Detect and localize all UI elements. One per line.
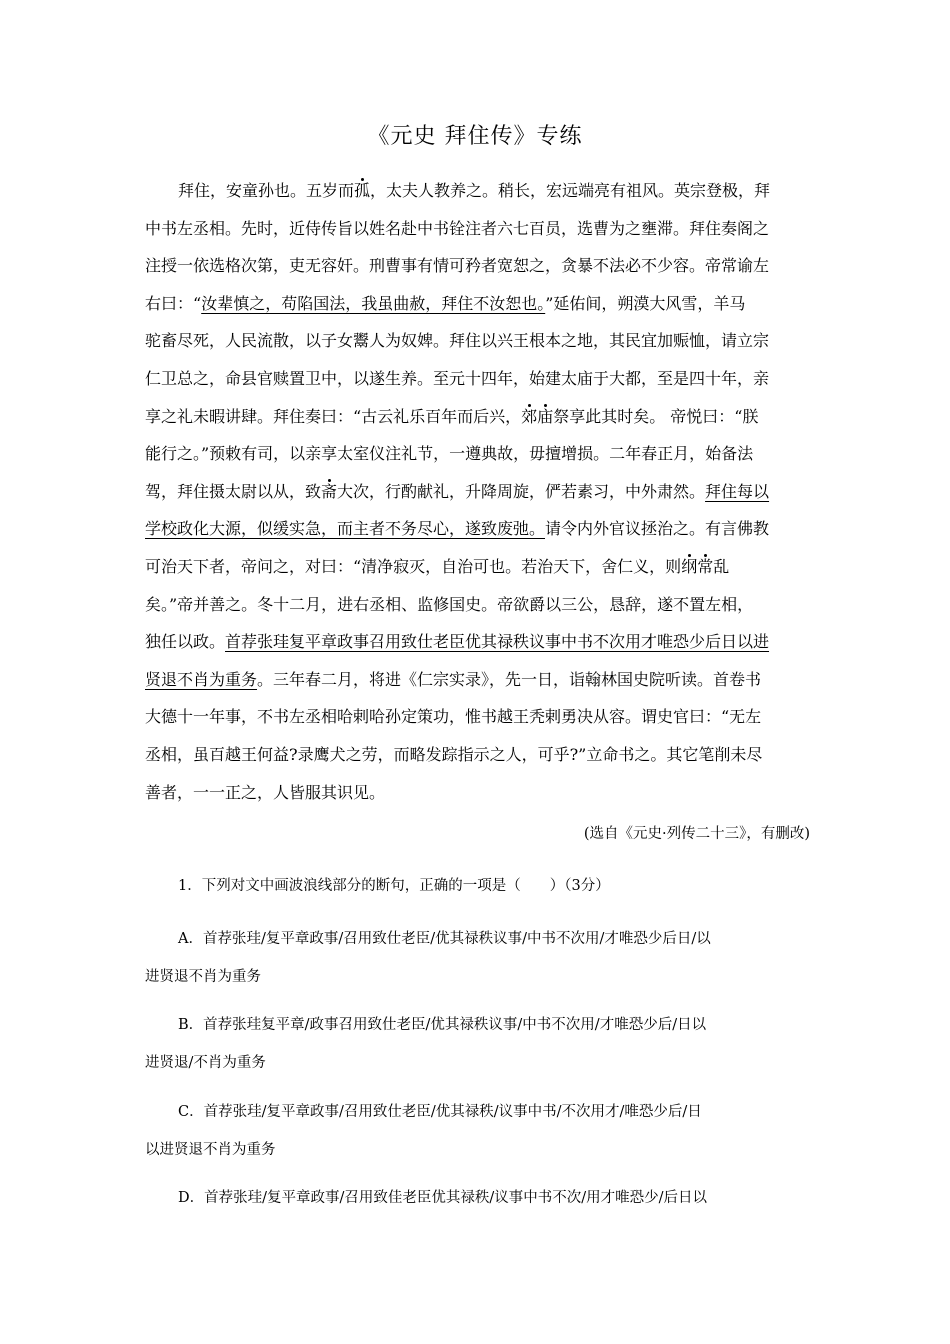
page-title: 《元史 拜住传》专练 [367, 124, 583, 149]
passage-line: 善者，一一正之，人皆服其识见。 [145, 782, 386, 802]
passage-line [145, 398, 810, 436]
passage-text: 可治天下者，帝问之，对曰：“清净寂灭，自治可也。若治天下，舍仁义，则 [145, 556, 682, 576]
passage-line: 中书左丞相。先时，近侍传旨以姓名赴中书铨注者六七百员，选曹为之壅滞。拜住奏阁之 [145, 218, 770, 238]
emphasis-dot-char: 纲 [681, 556, 698, 576]
underlined-sentence: 汝辈慎之，苟陷国法，我虽曲赦，拜住不汝恕也。 [201, 293, 546, 313]
emphasis-dot-char: 庙 [537, 406, 554, 426]
passage-text: 拜住，安童孙也。五岁而 [178, 181, 355, 200]
option-line: D．首荐张珪/复平章政事/召用致佳老臣优其禄秩/议事中书不次/用才唯恐少/后日以 [178, 1190, 708, 1206]
option-b [145, 1006, 810, 1082]
question-stem: 1．下列对文中画波浪线部分的断句，正确的一项是（ ）（3分） [178, 878, 610, 894]
passage-text: 大次，行酌献礼，升降周旋，俨若素习，中外肃然。 [337, 481, 706, 501]
underlined-sentence: 学校政化大源，似缓实急，而主者不务尽心，遂致废弛。 [145, 519, 546, 539]
passage-line: 驼畜尽死，人民流散，以子女鬻人为奴婢。拜住以兴王根本之地，其民宜加赈恤，请立宗 [145, 331, 770, 351]
wavy-underlined-sentence: 首荐张珪复平章政事召用致仕老臣优其禄秩议事中书不次用才唯恐少后日以进 [225, 632, 770, 652]
option-line: 进贤退/不肖为重务 [145, 1055, 266, 1071]
passage-text: 。三年春二月，将进《仁宗实录》，先一日，诣翰林国史院听读。首卷书 [257, 669, 762, 689]
emphasis-dot-char: 斋 [321, 481, 338, 501]
passage-line [145, 510, 810, 548]
passage [145, 172, 810, 811]
passage-line [145, 661, 810, 699]
wavy-underlined-sentence: 贤退不肖为重务 [145, 669, 258, 689]
passage-text: 享之礼未暇讲肆。拜住奏曰：“古云礼乐百年而后兴， [145, 406, 522, 426]
passage-line [145, 285, 810, 323]
passage-line: 矣。”帝并善之。冬十二月，进右丞相、监修国史。帝欲爵以三公，恳辞，遂不置左相， [145, 594, 754, 614]
passage-line [145, 473, 810, 511]
passage-line [145, 548, 810, 586]
passage-text: 右曰：“ [145, 293, 202, 313]
passage-text: 独任以政。 [145, 632, 226, 652]
passage-text: 请令内外官议拯治之。有言佛教 [545, 519, 770, 539]
option-line: A．首荐张珪/复平章政事/召用致仕老臣/优其禄秩议事/中书不次用/才唯恐少后日/以 [178, 931, 711, 947]
passage-line: 能行之。”预敕有司，以亲享太室仪注礼节，一遵典故，毋擅增损。二年春正月，始备法 [145, 444, 754, 464]
option-line: 以进贤退不肖为重务 [145, 1142, 276, 1158]
passage-line [145, 172, 810, 210]
source-citation: (选自《元史·列传二十三》，有删改) [583, 826, 810, 842]
passage-line: 丞相，虽百越王何益?录鹰犬之劳，而略发踪指示之人，可乎?”立命书之。其它笔削未尽 [145, 744, 763, 764]
emphasis-dot-char: 常 [697, 556, 714, 576]
passage-text: 驾，拜住摄太尉以从，致 [145, 481, 322, 501]
passage-line [145, 623, 810, 661]
option-d [145, 1179, 810, 1217]
emphasis-dot-char: 孤 [354, 181, 371, 200]
emphasis-dot-char: 郊 [521, 406, 538, 426]
passage-text: 乱 [713, 556, 730, 576]
option-c [145, 1093, 810, 1169]
option-line: B．首荐张珪复平章/政事召用致仕老臣/优其禄秩议事/中书不次用/才唯恐少后/日以 [178, 1017, 707, 1033]
passage-line: 仁卫总之，命县官赎置卫中，以遂生养。至元十四年，始建太庙于大都，至是四十年，亲 [145, 368, 770, 388]
option-line: C．首荐张珪/复平章政事/召用致仕老臣/优其禄秩/议事中书/不次用才/唯恐少后/日 [178, 1104, 702, 1120]
passage-text: 祭享此其时矣。 帝悦曰：“朕 [553, 406, 759, 426]
option-a [145, 920, 810, 996]
passage-line: 大德十一年事，不书左丞相哈剌哈孙定策功，惟书越王秃剌勇决从容。谓史官曰：“无左 [145, 707, 762, 727]
passage-text: ，太夫人教养之。稍长，宏远端亮有祖风。英宗登极，拜 [370, 181, 771, 200]
passage-line: 注授一依选格次第，吏无容奸。刑曹事有情可矜者宽恕之，贪暴不法必不少容。帝常谕左 [145, 256, 770, 276]
underlined-sentence: 拜住每以 [705, 481, 770, 501]
option-line: 进贤退不肖为重务 [145, 969, 261, 985]
passage-text: ”延佑间，朔漠大风雪，羊马 [545, 293, 746, 313]
